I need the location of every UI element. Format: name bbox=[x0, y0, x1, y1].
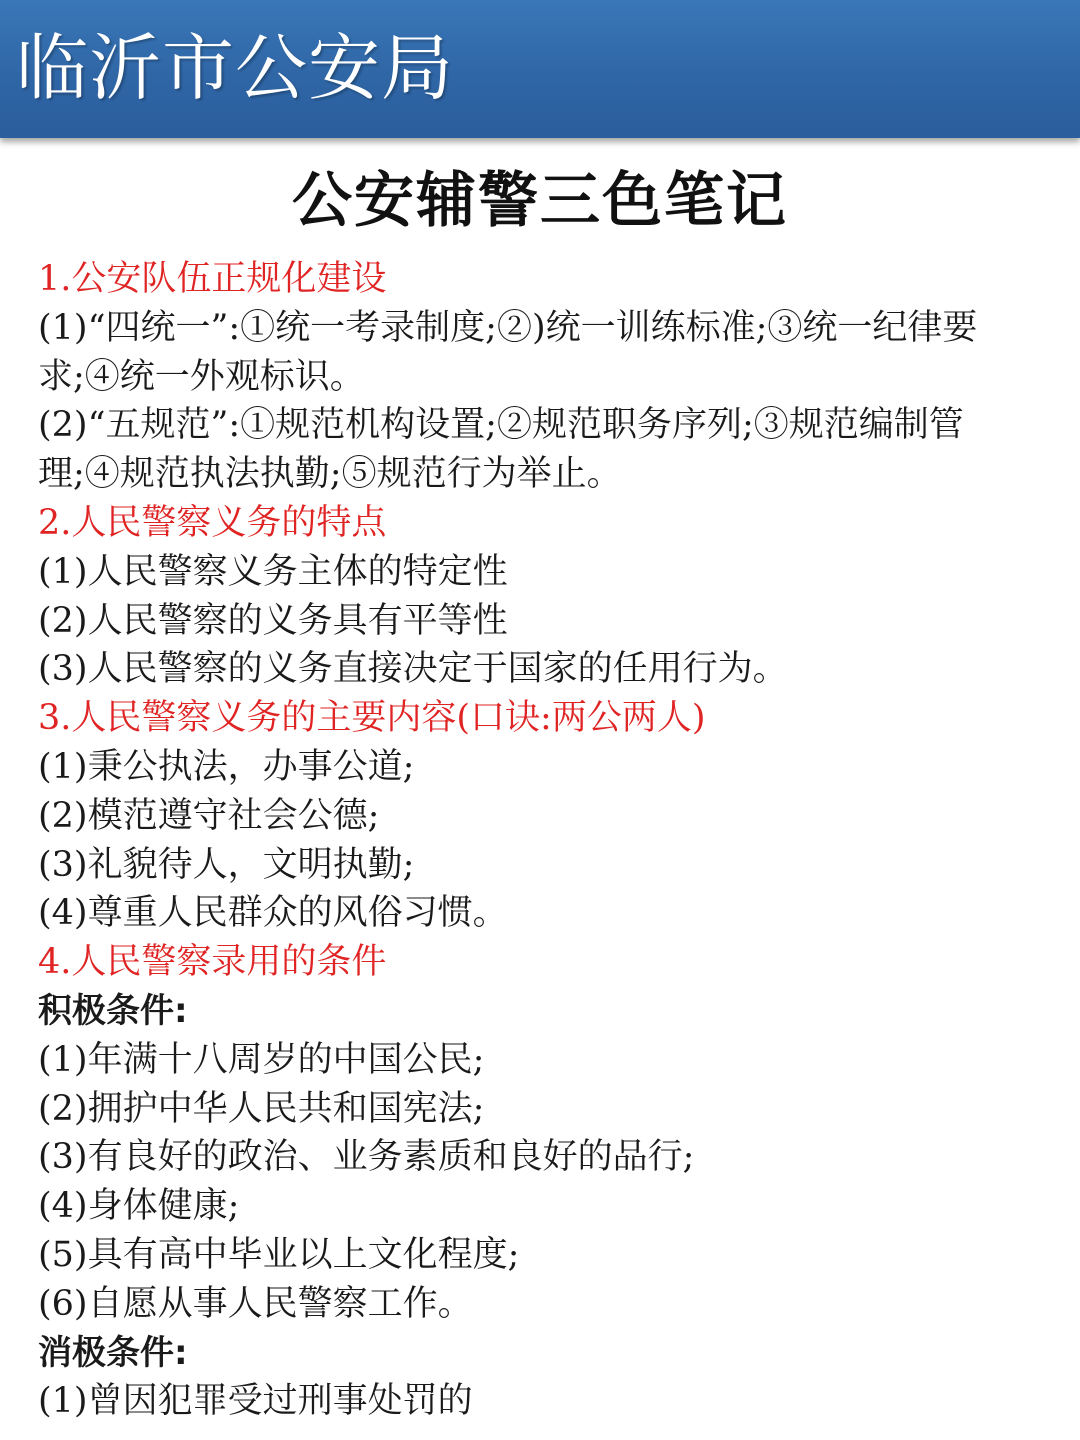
section-heading: 3.人民警察义务的主要内容(口诀:两公两人) bbox=[38, 698, 706, 739]
body-line: (3)礼貌待人，文明执勤; bbox=[38, 844, 415, 885]
body-line: (1)曾因犯罪受过刑事处罚的 bbox=[38, 1381, 473, 1422]
body-line: (1)年满十八周岁的中国公民; bbox=[38, 1039, 485, 1080]
body-line: (1)人民警察义务主体的特定性 bbox=[38, 551, 508, 592]
body-line: (5)具有高中毕业以上文化程度; bbox=[38, 1234, 520, 1275]
subheading: 消极条件: bbox=[38, 1332, 188, 1373]
header-banner bbox=[0, 0, 1080, 138]
section-heading: 1.公安队伍正规化建设 bbox=[38, 259, 387, 299]
section-heading: 2.人民警察义务的特点 bbox=[38, 502, 387, 543]
notes-content bbox=[38, 255, 1048, 1426]
body-line: (2)“五规范”:①规范机构设置;②规范职务序列;③规范编制管 bbox=[38, 405, 964, 446]
org-name: 临沂市公安局 bbox=[16, 26, 455, 110]
body-line: (2)模范遵守社会公德; bbox=[38, 795, 380, 836]
body-line: (1)秉公执法，办事公道; bbox=[38, 746, 415, 787]
body-line: (4)身体健康; bbox=[38, 1186, 240, 1227]
body-line: (2)人民警察的义务具有平等性 bbox=[38, 600, 508, 641]
body-line: (6)自愿从事人民警察工作。 bbox=[38, 1283, 473, 1324]
body-line: (1)“四统一”:①统一考录制度;②)统一训练标准;③统一纪律要 bbox=[38, 307, 978, 348]
body-line: 求;④统一外观标识。 bbox=[38, 356, 365, 397]
body-line: (3)人民警察的义务直接决定于国家的任用行为。 bbox=[38, 649, 788, 690]
body-line: (4)尊重人民群众的风俗习惯。 bbox=[38, 893, 508, 934]
body-line: 理;④规范执法执勤;⑤规范行为举止。 bbox=[38, 454, 622, 495]
document-title: 公安辅警三色笔记 bbox=[292, 166, 788, 236]
body-line: (3)有良好的政治、业务素质和良好的品行; bbox=[38, 1137, 695, 1178]
subheading: 积极条件: bbox=[38, 990, 188, 1031]
body-line: (2)拥护中华人民共和国宪法; bbox=[38, 1088, 485, 1129]
section-heading: 4.人民警察录用的条件 bbox=[38, 942, 387, 983]
